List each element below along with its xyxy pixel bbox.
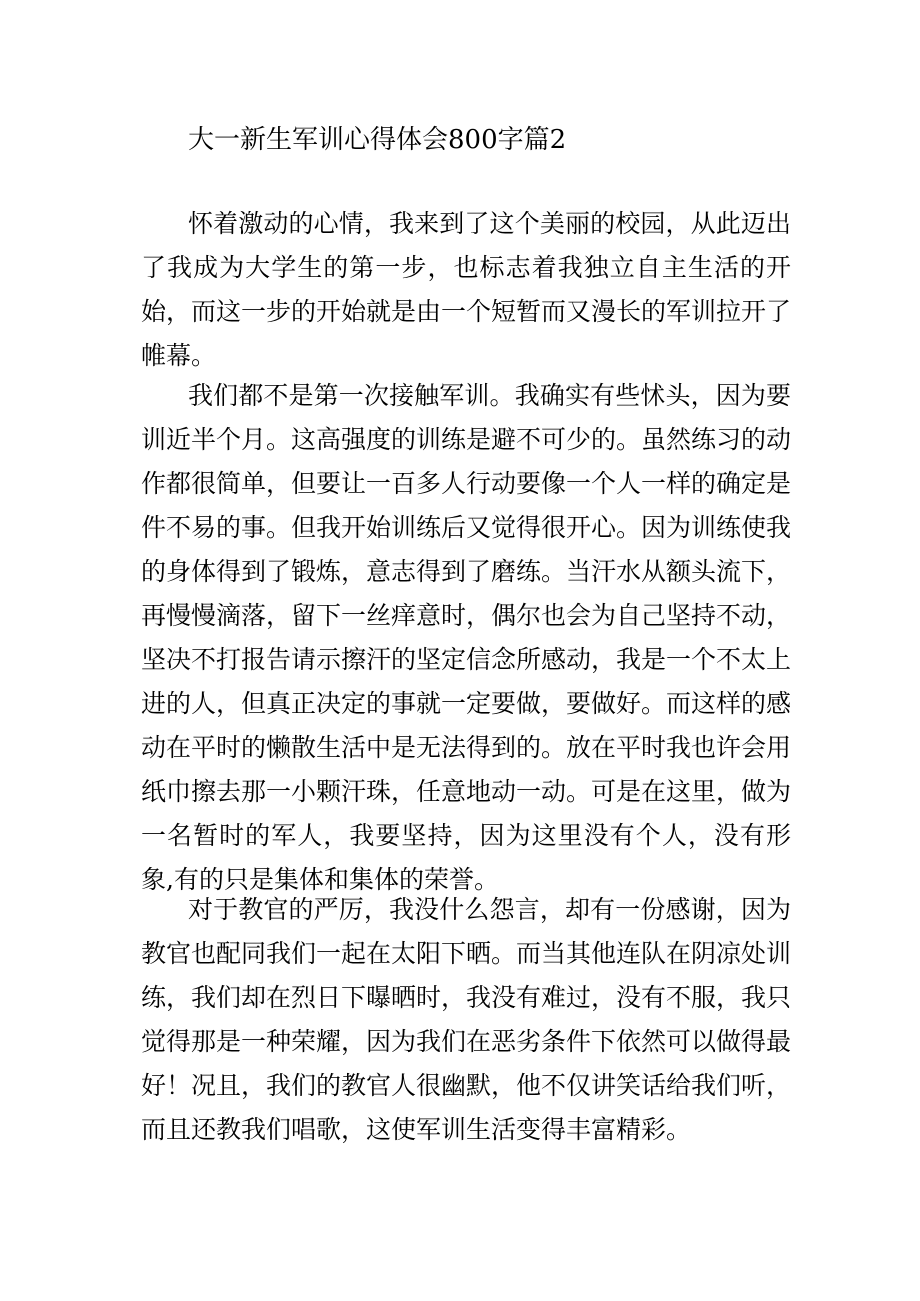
paragraph-3: 对于教官的严厉，我没什么怨言，却有一份感谢，因为教官也配同我们一起在太阳下晒。而当其他连队在阴凉处训练，我们却在烈日下曝晒时，我没有难过，没有不服，我只觉得那是一种荣耀，因为我们在恶劣条件下依然可以做得最好！况且，我们的教官人很幽默，他不仅讲笑话给我们听，而且还教我们唱歌，这使军训生活变得丰富精彩。 (141, 895, 792, 1144)
paragraph-2: 我们都不是第一次接触军训。我确实有些怵头，因为要训近半个月。这高强度的训练是避不可少的。虽然练习的动作都很简单，但要让一百多人行动要像一个人一样的确定是件不易的事。但我开始训练后又觉得很开心。因为训练使我的身体得到了锻炼，意志得到了磨练。当汗水从额头流下，再慢慢滴落，留下一丝痒意时，偶尔也会为自己坚持不动，坚决不打报告请示擦汗的坚定信念所感动，我是一个不太上进的人，但真正决定的事就一定要做，要做好。而这样的感动在平时的懒散生活中是无法得到的。放在平时我也许会用纸巾擦去那一小颗汗珠，任意地动一动。可是在这里，做为一名暂时的军人，我要坚持，因为这里没有个人，没有形象,有的只是集体和集体的荣誉。 (141, 381, 792, 894)
document-title: 大一新生军训心得体会800字篇2 (188, 125, 567, 155)
paragraph-1: 怀着激动的心情，我来到了这个美丽的校园，从此迈出了我成为大学生的第一步，也标志着我独立自主生活的开始，而这一步的开始就是由一个短暂而又漫长的军训拉开了帷幕。 (141, 209, 792, 370)
